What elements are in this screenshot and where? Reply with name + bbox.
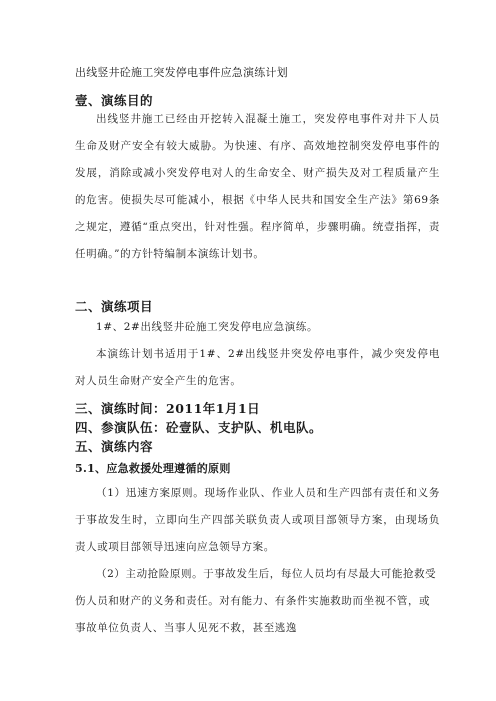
section-2-paragraph: 本演练计划书适用于1#、2#出线竖井突发停电事件，减少突发停电对人员生命财产安全产生的危害。 (75, 348, 440, 387)
principle-2-paragraph: （2）主动抢险原则。于事故发生后，每位人员均有尽最大可能抢救受伤人员和财产的义务和责任。对有能力、有条件实施救助而坐视不管，或事故单位负责人、当事人见死不救，甚至逃逸 (75, 568, 437, 634)
section-2-heading: 二、演练项目 (75, 299, 154, 314)
subsection-5-1-heading: 5.1、应急救援处理遵循的原则 (75, 462, 231, 475)
principle-1-paragraph: （1）迅速方案原则。现场作业队、作业人员和生产四部有责任和义务于事故发生时，立即向生产四部关联负责人或项目部领导方案，由现场负责人或项目部领导迅速向应急领导方案。 (75, 487, 440, 553)
section-3-heading: 三、演练时间：2011年1月1日 (75, 401, 261, 416)
section-5-heading: 五、演练内容 (75, 439, 154, 454)
section-2-line: 1#、2#出线竖井砼施工突发停电应急演练。 (96, 321, 319, 333)
section-4-heading: 四、参演队伍：砼壹队、支护队、机电队。 (75, 420, 323, 435)
document-title: 出线竖井砼施工突发停电事件应急演练计划 (75, 66, 288, 79)
section-1-paragraph: 出线竖井施工已经由开挖转入混凝土施工，突发停电事件对井下人员生命及财产安全有较大威胁。为快速、有序、高效地控制突发停电事件的发展，消除或减小突发停电对人的生命安全、财产损失及对工程质量产生的危害。使损失尽可能减小，根据《中华人民共和国安全生产法》第69条之规定，遵循“重点突出，针对性强。程序简单，步骤明确。统壹指挥，责任明确。”的方针特编制本演练计划书。 (75, 113, 440, 260)
section-1-heading: 壹、演练目的 (75, 93, 154, 108)
